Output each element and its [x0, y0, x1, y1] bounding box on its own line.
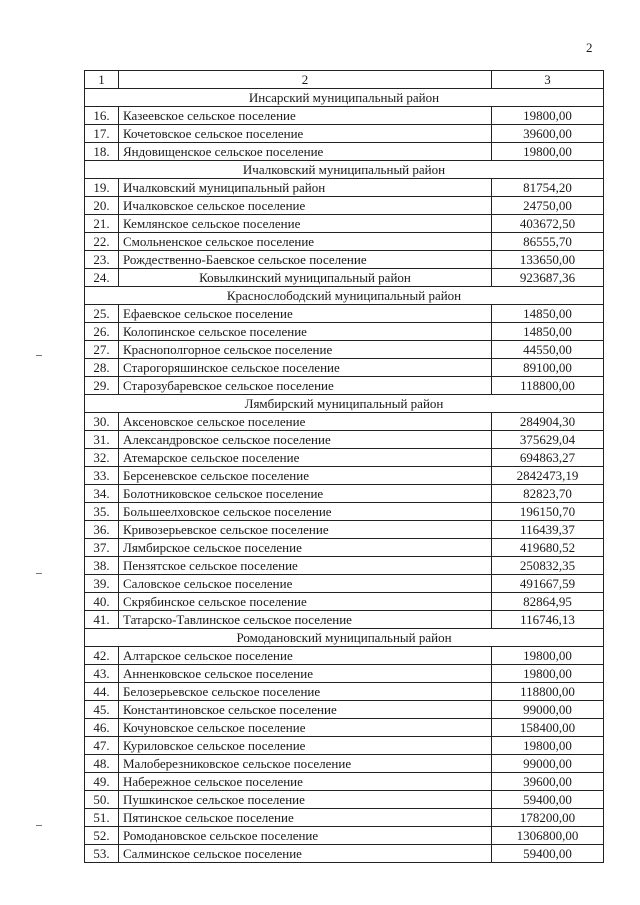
settlement-name: Пензятское сельское поселение: [119, 557, 492, 575]
table-row: [85, 755, 604, 773]
settlement-name: Яндовищенское сельское поселение: [119, 143, 492, 161]
margin-mark: [36, 825, 42, 826]
table-row: [85, 305, 604, 323]
table-row: [85, 107, 604, 125]
table-row: [85, 665, 604, 683]
table-row: [85, 125, 604, 143]
allocation-amount: 89100,00: [492, 359, 604, 377]
allocation-amount: 19800,00: [492, 647, 604, 665]
allocation-amount: 19800,00: [492, 737, 604, 755]
allocation-amount: 250832,35: [492, 557, 604, 575]
district-title: Инсарский муниципальный район: [85, 89, 604, 107]
row-number: 43.: [85, 665, 119, 683]
district-header-row: [85, 287, 604, 305]
table-row: [85, 197, 604, 215]
table-row: [85, 341, 604, 359]
settlement-name: Ефаевское сельское поселение: [119, 305, 492, 323]
settlement-name: Алтарское сельское поселение: [119, 647, 492, 665]
row-number: 53.: [85, 845, 119, 863]
allocation-amount: 59400,00: [492, 845, 604, 863]
row-number: 33.: [85, 467, 119, 485]
settlement-name: Салминское сельское поселение: [119, 845, 492, 863]
row-number: 27.: [85, 341, 119, 359]
allocation-amount: 375629,04: [492, 431, 604, 449]
settlement-name: Берсеневское сельское поселение: [119, 467, 492, 485]
district-header-row: [85, 395, 604, 413]
settlement-name: Набережное сельское поселение: [119, 773, 492, 791]
allocation-amount: 82823,70: [492, 485, 604, 503]
settlement-name: Аксеновское сельское поселение: [119, 413, 492, 431]
table-header-row: [85, 71, 604, 89]
table-row: [85, 179, 604, 197]
table-row: [85, 359, 604, 377]
district-title: Ичалковский муниципальный район: [85, 161, 604, 179]
row-number: 45.: [85, 701, 119, 719]
row-number: 46.: [85, 719, 119, 737]
table-row: [85, 539, 604, 557]
row-number: 38.: [85, 557, 119, 575]
settlement-name: Пушкинское сельское поселение: [119, 791, 492, 809]
row-number: 18.: [85, 143, 119, 161]
settlement-name: Лямбирское сельское поселение: [119, 539, 492, 557]
row-number: 24.: [85, 269, 119, 287]
settlement-name: Болотниковское сельское поселение: [119, 485, 492, 503]
table-row: [85, 593, 604, 611]
table-row: [85, 377, 604, 395]
settlement-name: Старогоряшинское сельское поселение: [119, 359, 492, 377]
header-col-name: 2: [119, 71, 492, 89]
margin-mark: [36, 355, 42, 356]
allocation-amount: 491667,59: [492, 575, 604, 593]
row-number: 17.: [85, 125, 119, 143]
allocation-amount: 419680,52: [492, 539, 604, 557]
settlement-name: Константиновское сельское поселение: [119, 701, 492, 719]
allocation-amount: 14850,00: [492, 323, 604, 341]
row-number: 36.: [85, 521, 119, 539]
allocation-table: [84, 70, 604, 863]
table-row: [85, 323, 604, 341]
district-title: Краснослободский муниципальный район: [85, 287, 604, 305]
allocation-amount: 284904,30: [492, 413, 604, 431]
allocation-amount: 39600,00: [492, 773, 604, 791]
table-row: [85, 647, 604, 665]
allocation-amount: 86555,70: [492, 233, 604, 251]
settlement-name: Большеелховское сельское поселение: [119, 503, 492, 521]
allocation-amount: 19800,00: [492, 665, 604, 683]
table-row: [85, 611, 604, 629]
table-row: [85, 683, 604, 701]
table-row: [85, 701, 604, 719]
row-number: 50.: [85, 791, 119, 809]
settlement-name: Старозубаревское сельское поселение: [119, 377, 492, 395]
table-row: [85, 809, 604, 827]
row-number: 23.: [85, 251, 119, 269]
table-row: [85, 449, 604, 467]
row-number: 40.: [85, 593, 119, 611]
row-number: 42.: [85, 647, 119, 665]
settlement-name: Ковылкинский муниципальный район: [119, 269, 492, 287]
allocation-amount: 82864,95: [492, 593, 604, 611]
table-row: [85, 143, 604, 161]
allocation-amount: 99000,00: [492, 701, 604, 719]
allocation-amount: 99000,00: [492, 755, 604, 773]
table-row: [85, 719, 604, 737]
allocation-amount: 118800,00: [492, 683, 604, 701]
allocation-amount: 694863,27: [492, 449, 604, 467]
row-number: 32.: [85, 449, 119, 467]
settlement-name: Колопинское сельское поселение: [119, 323, 492, 341]
row-number: 39.: [85, 575, 119, 593]
table-row: [85, 485, 604, 503]
settlement-name: Кочуновское сельское поселение: [119, 719, 492, 737]
row-number: 16.: [85, 107, 119, 125]
allocation-amount: 1306800,00: [492, 827, 604, 845]
district-header-row: [85, 89, 604, 107]
table-row: [85, 737, 604, 755]
row-number: 26.: [85, 323, 119, 341]
table-row: [85, 269, 604, 287]
row-number: 52.: [85, 827, 119, 845]
table-row: [85, 773, 604, 791]
allocation-amount: 44550,00: [492, 341, 604, 359]
table-body: [85, 71, 604, 863]
row-number: 21.: [85, 215, 119, 233]
table-row: [85, 215, 604, 233]
settlement-name: Казеевское сельское поселение: [119, 107, 492, 125]
settlement-name: Кочетовское сельское поселение: [119, 125, 492, 143]
allocation-amount: 923687,36: [492, 269, 604, 287]
settlement-name: Смольненское сельское поселение: [119, 233, 492, 251]
settlement-name: Куриловское сельское поселение: [119, 737, 492, 755]
settlement-name: Кемлянское сельское поселение: [119, 215, 492, 233]
allocation-amount: 19800,00: [492, 143, 604, 161]
allocation-amount: 81754,20: [492, 179, 604, 197]
settlement-name: Анненковское сельское поселение: [119, 665, 492, 683]
row-number: 19.: [85, 179, 119, 197]
settlement-name: Малоберезниковское сельское поселение: [119, 755, 492, 773]
row-number: 25.: [85, 305, 119, 323]
table-row: [85, 827, 604, 845]
table-row: [85, 503, 604, 521]
allocation-amount: 39600,00: [492, 125, 604, 143]
settlement-name: Татарско-Тавлинское сельское поселение: [119, 611, 492, 629]
settlement-name: Кривозерьевское сельское поселение: [119, 521, 492, 539]
table-row: [85, 431, 604, 449]
header-col-amount: 3: [492, 71, 604, 89]
table-row: [85, 521, 604, 539]
settlement-name: Скрябинское сельское поселение: [119, 593, 492, 611]
row-number: 35.: [85, 503, 119, 521]
row-number: 34.: [85, 485, 119, 503]
allocation-amount: 116746,13: [492, 611, 604, 629]
row-number: 20.: [85, 197, 119, 215]
district-title: Лямбирский муниципальный район: [85, 395, 604, 413]
margin-mark: [36, 573, 42, 574]
allocation-amount: 196150,70: [492, 503, 604, 521]
allocation-amount: 59400,00: [492, 791, 604, 809]
row-number: 51.: [85, 809, 119, 827]
allocation-amount: 14850,00: [492, 305, 604, 323]
settlement-name: Атемарское сельское поселение: [119, 449, 492, 467]
row-number: 48.: [85, 755, 119, 773]
district-header-row: [85, 161, 604, 179]
district-title: Ромодановский муниципальный район: [85, 629, 604, 647]
settlement-name: Саловское сельское поселение: [119, 575, 492, 593]
allocation-amount: 178200,00: [492, 809, 604, 827]
allocation-amount: 118800,00: [492, 377, 604, 395]
row-number: 31.: [85, 431, 119, 449]
page-number: 2: [586, 40, 593, 55]
table-row: [85, 575, 604, 593]
district-header-row: [85, 629, 604, 647]
table-row: [85, 845, 604, 863]
table-row: [85, 251, 604, 269]
settlement-name: Белозерьевское сельское поселение: [119, 683, 492, 701]
row-number: 28.: [85, 359, 119, 377]
allocation-amount: 24750,00: [492, 197, 604, 215]
row-number: 37.: [85, 539, 119, 557]
table-row: [85, 467, 604, 485]
settlement-name: Ичалковское сельское поселение: [119, 197, 492, 215]
table-row: [85, 557, 604, 575]
row-number: 47.: [85, 737, 119, 755]
table-row: [85, 791, 604, 809]
row-number: 41.: [85, 611, 119, 629]
settlement-name: Александровское сельское поселение: [119, 431, 492, 449]
allocation-amount: 2842473,19: [492, 467, 604, 485]
row-number: 22.: [85, 233, 119, 251]
settlement-name: Ичалковский муниципальный район: [119, 179, 492, 197]
header-col-number: 1: [85, 71, 119, 89]
settlement-name: Ромодановское сельское поселение: [119, 827, 492, 845]
row-number: 49.: [85, 773, 119, 791]
settlement-name: Рождественно-Баевское сельское поселение: [119, 251, 492, 269]
row-number: 44.: [85, 683, 119, 701]
table-row: [85, 413, 604, 431]
allocation-amount: 403672,50: [492, 215, 604, 233]
row-number: 29.: [85, 377, 119, 395]
settlement-name: Пятинское сельское поселение: [119, 809, 492, 827]
allocation-amount: 158400,00: [492, 719, 604, 737]
allocation-amount: 116439,37: [492, 521, 604, 539]
row-number: 30.: [85, 413, 119, 431]
settlement-name: Краснополгорное сельское поселение: [119, 341, 492, 359]
allocation-amount: 133650,00: [492, 251, 604, 269]
allocation-amount: 19800,00: [492, 107, 604, 125]
table-row: [85, 233, 604, 251]
